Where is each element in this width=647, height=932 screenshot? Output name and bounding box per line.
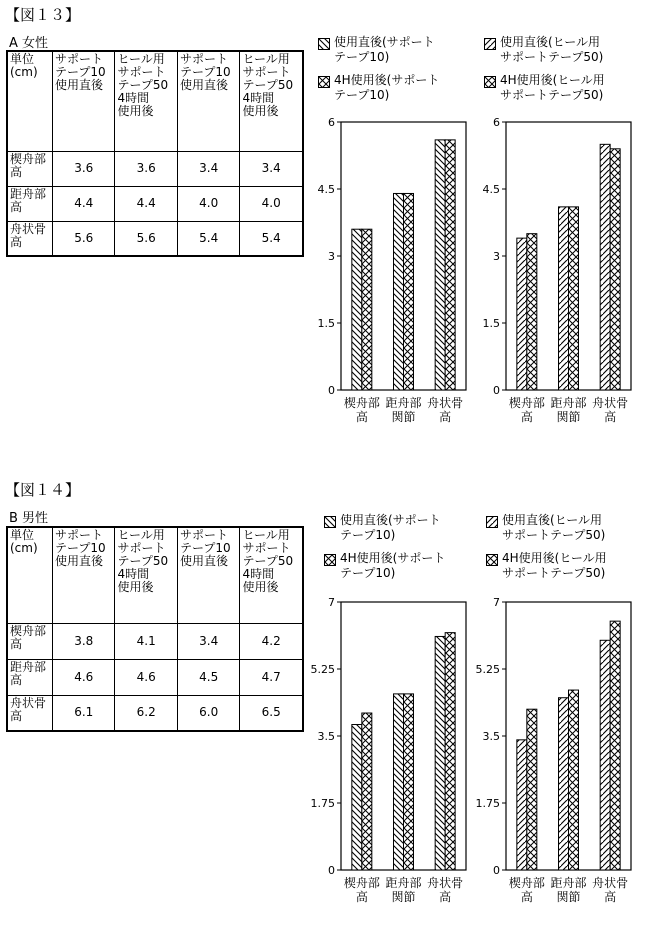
y-tick-label: 3.5: [482, 730, 500, 743]
table-cell: 4.2: [240, 623, 303, 659]
table-header-row: [7, 527, 303, 623]
table-cell: 4.5: [177, 659, 239, 695]
table-header-row: [7, 51, 303, 151]
x-tick-label: 舟状骨: [427, 396, 464, 410]
x-tick-label: 高: [604, 410, 617, 424]
bar: [362, 713, 372, 870]
legend-entry: 4H使用後(ヒール用 サポートテープ50): [502, 551, 607, 580]
x-tick-label: 高: [355, 890, 368, 904]
bar: [445, 140, 455, 390]
bar: [527, 234, 537, 390]
bar: [404, 694, 414, 870]
x-tick-label: 関節: [391, 410, 416, 424]
bar: [559, 698, 569, 870]
row-label-text: 舟状骨 高: [10, 695, 47, 723]
male-tape10-bar-chart: [306, 590, 471, 920]
bar: [394, 193, 404, 390]
y-tick-label: 3: [493, 250, 500, 263]
legend-entry: 4H使用後(サポート テープ10): [340, 551, 446, 580]
table-cell: 4.6: [115, 659, 177, 695]
bar: [352, 229, 362, 390]
bar: [445, 633, 455, 870]
bar: [600, 640, 610, 870]
row-label-text: 楔舟部 高: [10, 151, 47, 179]
unit-header: [7, 527, 53, 623]
header-text: 単位 (cm): [10, 528, 38, 555]
x-tick-label: 高: [520, 410, 533, 424]
y-tick-label: 3: [328, 250, 335, 263]
legend-entry: 使用直後(ヒール用 サポートテープ50): [500, 35, 604, 64]
x-tick-label: 距舟部: [385, 876, 422, 890]
legend-entry: 使用直後(サポート テープ10): [334, 35, 435, 64]
x-tick-label: 関節: [556, 890, 581, 904]
x-tick-label: 楔舟部: [508, 876, 545, 890]
table-row: [7, 659, 303, 695]
y-tick-label: 1.75: [310, 797, 335, 810]
table-row: [7, 623, 303, 659]
x-tick-label: 高: [439, 890, 452, 904]
header-text: サポート テープ10 使用直後: [179, 52, 231, 92]
legend-swatch-cross: [324, 554, 336, 566]
y-tick-label: 6: [493, 116, 500, 129]
x-tick-label: 舟状骨: [427, 876, 464, 890]
male-data-table: [6, 526, 304, 732]
legend-swatch-diag-fwd: [486, 516, 498, 528]
table-cell: 4.4: [115, 186, 177, 221]
legend-swatch-diag-back: [318, 38, 330, 50]
x-tick-label: 距舟部: [550, 876, 587, 890]
y-tick-label: 0: [328, 864, 335, 877]
header-text: サポート テープ10 使用直後: [179, 528, 231, 568]
y-tick-label: 4.5: [482, 183, 500, 196]
legend-entry: 4H使用後(サポート テープ10): [334, 73, 440, 102]
row-label-text: 距舟部 高: [10, 186, 47, 214]
x-tick-label: 高: [439, 410, 452, 424]
bar: [517, 238, 527, 390]
header-text: ヒール用 サポート テープ50 4時間 使用後: [242, 528, 294, 594]
header-cell: [53, 51, 115, 151]
legend-swatch-diag-fwd: [484, 38, 496, 50]
row-label: [7, 221, 53, 256]
y-tick-label: 5.25: [475, 663, 500, 676]
table-cell: 3.8: [53, 623, 115, 659]
header-text: サポート テープ10 使用直後: [55, 528, 106, 568]
x-tick-label: 関節: [556, 410, 581, 424]
row-label-text: 舟状骨 高: [10, 221, 47, 249]
table-cell: 6.1: [53, 695, 115, 731]
x-tick-label: 楔舟部: [343, 396, 380, 410]
y-tick-label: 4.5: [317, 183, 335, 196]
legend-entry: 使用直後(ヒール用 サポートテープ50): [502, 513, 606, 542]
female-tape50-bar-chart: [471, 110, 636, 440]
table-cell: 5.4: [177, 221, 239, 256]
y-tick-label: 7: [328, 596, 335, 609]
table-cell: 3.4: [240, 151, 303, 186]
legend-entry: 使用直後(サポート テープ10): [340, 513, 441, 542]
table-cell: 4.0: [177, 186, 239, 221]
header-cell: [115, 527, 177, 623]
header-text: ヒール用 サポート テープ50 4時間 使用後: [117, 528, 169, 594]
bar: [362, 229, 372, 390]
header-cell: [177, 527, 239, 623]
y-tick-label: 1.5: [482, 317, 500, 330]
bar: [610, 149, 620, 390]
row-label: [7, 623, 53, 659]
bar: [435, 140, 445, 390]
table-cell: 4.4: [53, 186, 115, 221]
table-cell: 3.4: [177, 623, 239, 659]
x-tick-label: 楔舟部: [343, 876, 380, 890]
table-cell: 3.4: [177, 151, 239, 186]
x-tick-label: 関節: [391, 890, 416, 904]
x-tick-label: 高: [355, 410, 368, 424]
figure-14-label: 【図１４】: [5, 481, 81, 499]
bar: [404, 193, 414, 390]
row-label-text: 楔舟部 高: [10, 623, 47, 651]
bar: [559, 207, 569, 390]
header-cell: [240, 51, 303, 151]
legend-swatch-cross: [486, 554, 498, 566]
row-label: [7, 695, 53, 731]
x-tick-label: 楔舟部: [508, 396, 545, 410]
header-text: サポート テープ10 使用直後: [55, 52, 106, 92]
y-tick-label: 1.75: [475, 797, 500, 810]
female-data-table: [6, 50, 304, 257]
table-row: [7, 186, 303, 221]
x-tick-label: 舟状骨: [592, 876, 629, 890]
x-tick-label: 距舟部: [550, 396, 587, 410]
figure-13-label: 【図１３】: [5, 6, 81, 24]
table-cell: 4.6: [53, 659, 115, 695]
x-tick-label: 高: [520, 890, 533, 904]
row-label: [7, 659, 53, 695]
table-row: [7, 151, 303, 186]
bar: [394, 694, 404, 870]
row-label-text: 距舟部 高: [10, 659, 47, 687]
bar: [610, 621, 620, 870]
x-tick-label: 高: [604, 890, 617, 904]
unit-header: [7, 51, 53, 151]
header-text: ヒール用 サポート テープ50 4時間 使用後: [117, 52, 169, 118]
header-cell: [53, 527, 115, 623]
x-tick-label: 距舟部: [385, 396, 422, 410]
bar: [435, 636, 445, 870]
section-b-label: B 男性: [9, 511, 49, 526]
legend-entry: 4H使用後(ヒール用 サポートテープ50): [500, 73, 605, 102]
table-row: [7, 221, 303, 256]
male-tape50-bar-chart: [471, 590, 636, 920]
female-tape10-bar-chart: [306, 110, 471, 440]
y-tick-label: 6: [328, 116, 335, 129]
bar: [600, 144, 610, 390]
row-label: [7, 151, 53, 186]
table-cell: 6.0: [177, 695, 239, 731]
legend-swatch-cross: [318, 76, 330, 88]
table-cell: 3.6: [53, 151, 115, 186]
y-tick-label: 1.5: [317, 317, 335, 330]
bar: [527, 709, 537, 870]
table-row: [7, 695, 303, 731]
y-tick-label: 7: [493, 596, 500, 609]
y-tick-label: 0: [493, 864, 500, 877]
table-cell: 5.6: [115, 221, 177, 256]
header-cell: 単位 (cm): [10, 52, 38, 79]
y-tick-label: 3.5: [317, 730, 335, 743]
table-cell: 6.2: [115, 695, 177, 731]
table-cell: 4.7: [240, 659, 303, 695]
table-cell: 5.4: [240, 221, 303, 256]
row-label: [7, 186, 53, 221]
legend-swatch-diag-back: [324, 516, 336, 528]
legend-swatch-cross: [484, 76, 496, 88]
x-tick-label: 舟状骨: [592, 396, 629, 410]
section-a-label: A 女性: [9, 36, 49, 51]
header-text: ヒール用 サポート テープ50 4時間 使用後: [242, 52, 294, 118]
y-tick-label: 0: [328, 384, 335, 397]
y-tick-label: 5.25: [310, 663, 335, 676]
header-cell: [115, 51, 177, 151]
bar: [569, 207, 579, 390]
bar: [517, 740, 527, 870]
header-cell: [240, 527, 303, 623]
table-cell: 5.6: [53, 221, 115, 256]
table-cell: 4.1: [115, 623, 177, 659]
bar: [569, 690, 579, 870]
bar: [352, 725, 362, 870]
table-cell: 6.5: [240, 695, 303, 731]
header-cell: [177, 51, 239, 151]
y-tick-label: 0: [493, 384, 500, 397]
table-cell: 3.6: [115, 151, 177, 186]
table-cell: 4.0: [240, 186, 303, 221]
